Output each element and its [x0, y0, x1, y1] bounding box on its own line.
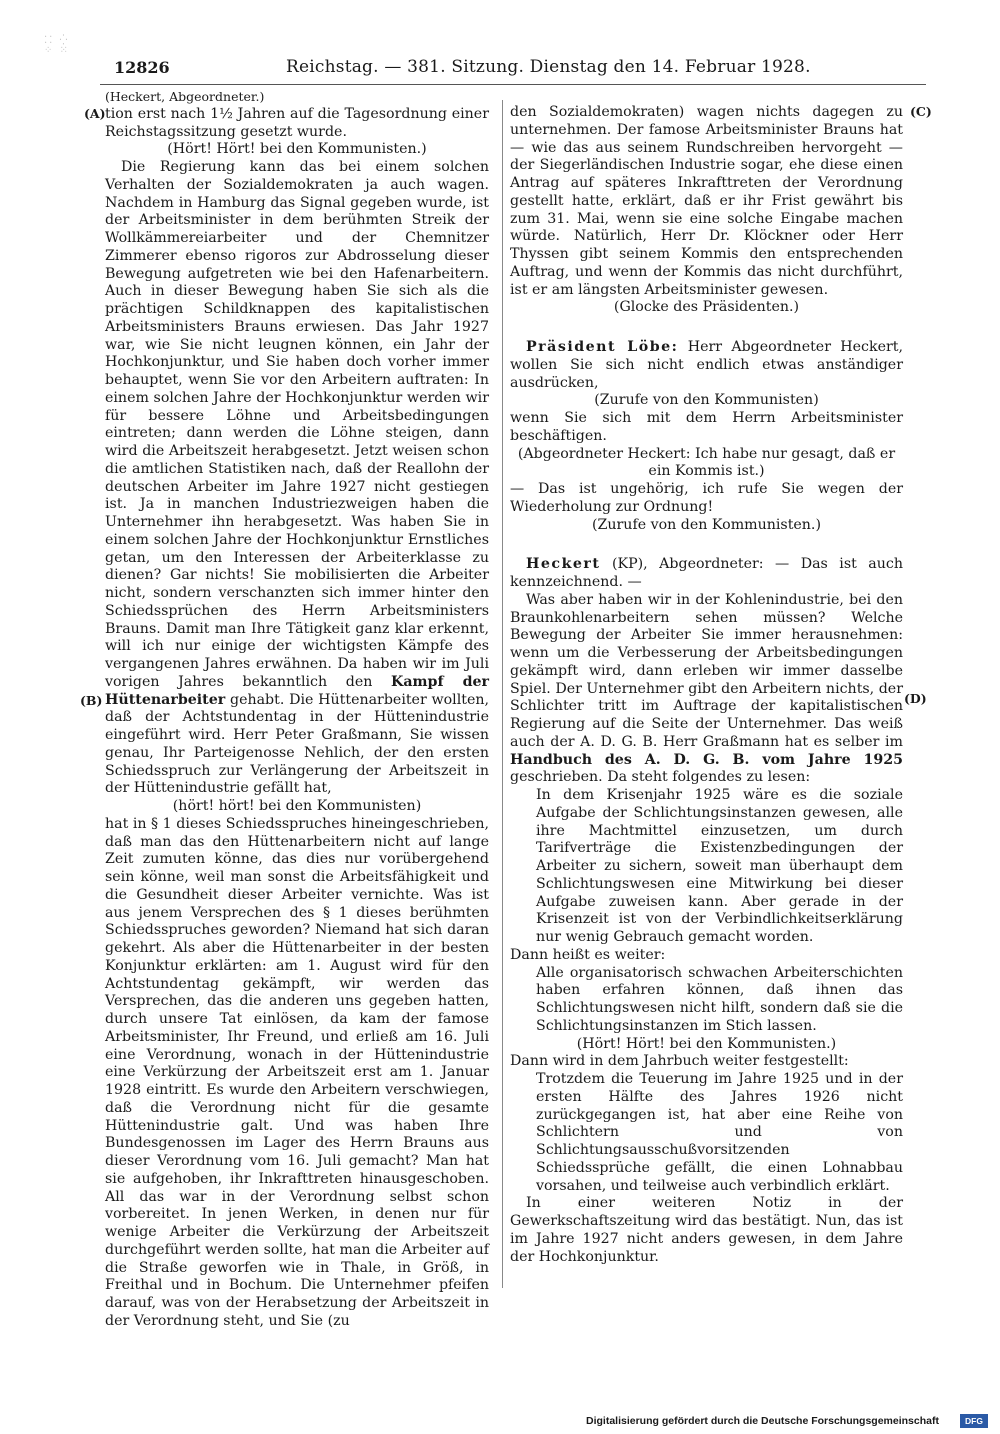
paragraph-text: Was aber haben wir in der Kohlenindustrie, bei den Braunkohlenarbeitern sehen müssen? Welche Bewegung der Arbeiter Sie immer herausnehmen: wenn um die Verbesserung der Arbeitsbedingungen gekämpft wird, dann erleben wir immer dasselbe Spiel. Der Unternehmer gibt den Arbeitern nichts, der Schlichter tritt im Auftrage der kapitalistischen Regierung auf die Seite der Unternehmer. Das weiß auch der A. D. G. B. Herr Graßmann hat es selber im — [510, 591, 903, 750]
block-quote: In dem Krisenjahr 1925 wäre es die soziale Aufgabe der Schlichtungsinstanzen gewesen, alle ihre Machtmittel einzusetzen, um durch Tarifverträge die Existenzbedingungen der Arbeiter zu sichern, soweit man überhaupt dem Schlichtungswesen eine Mitwirkung bei dieser Aufgabe zuweisen kann. Aber gerade in der Krisenzeit ist von der Verbindlichkeitserklärung nur wenig Gebrauch gemacht worden. — [536, 787, 903, 945]
page-number: 12826 — [114, 58, 170, 77]
footer-credit: Digitalisierung gefördert durch die Deutsche Forschungsgemeinschaft — [586, 1415, 939, 1427]
paragraph-text: gehabt. Die Hüttenarbeiter wollten, daß der Achtstundentag in der Hüttenindustrie eingeführt wird. Herr Peter Graßmann, Sie wissen genau, Ihr Parteigenosse Nehlich, der den ersten Schiedsspruch zur Verlängerung der Arbeitszeit in der Hüttenindustrie gefällt hat, — [105, 691, 489, 797]
page-header — [100, 56, 926, 86]
paragraph — [510, 339, 903, 392]
margin-letter-d: (D) — [904, 691, 927, 706]
interjection: (Hört! Hört! bei den Kommunisten.) — [167, 141, 427, 158]
spacer — [510, 534, 903, 556]
paragraph-text: (KP), Abgeordneter: — Das ist auch kennzeichnend. — — [510, 556, 903, 590]
footer — [576, 1414, 996, 1430]
scan-corner-mark: ⁚⁚ ⁛ ⁘ ⁙ — [44, 35, 70, 56]
block-quote: Trotzdem die Teuerung im Jahre 1925 und in der ersten Hälfte des Jahres 1926 nicht zurückgegangen ist, hat aber eine Reihe von Schlichtern und von Schlichtungsausschußvorsitzenden Schiedssprüche gefällt, die einen Lohnabbau vorsahen, und teilweise auch verbindlich erklärt. — [536, 1071, 903, 1194]
left-column — [105, 88, 489, 1331]
column-divider — [502, 100, 503, 1288]
paragraph: — Das ist ungehörig, ich rufe Sie wegen der Wiederholung zur Ordnung! — [510, 481, 903, 515]
paragraph — [105, 159, 489, 798]
margin-letter-b: (B) — [80, 693, 103, 708]
paragraph: Dann heißt es weiter: — [510, 946, 666, 963]
paragraph — [510, 592, 903, 787]
interjection: (Glocke des Präsidenten.) — [613, 299, 800, 316]
speaker-name: Präsident Löbe: — [526, 339, 679, 355]
paragraph: den Sozialdemokraten) wagen nichts dagegen zu unternehmen. Der famose Arbeitsminister Brauns hat — wie das aus seinem Rundschreiben hervorgeht — der Siegerländischen Industrie sogar, ehe diese einen Antrag auf späteres Inkrafttreten der Verordnung gestellt hatte, erklärt, daß er ihr Frist gewährt bis zum 31. Mai, wenn sie eine solche Eingabe machen würde. Natürlich, Herr Dr. Klöckner oder Herr Thyssen gibt seinem Kommis den entsprechenden Auftrag, und wenn der Kommis das nicht durchführt, ist er am längsten Arbeitsminister gewesen. — [510, 104, 903, 298]
interjection: (Zurufe von den Kommunisten.) — [592, 516, 821, 533]
dfg-logo-icon: DFG — [960, 1414, 988, 1428]
paragraph: In einer weiteren Notiz in der Gewerkschaftszeitung wird das bestätigt. Nun, das ist im Jahre 1927 nicht anders gewesen, in dem Jahre der Hochkonjunktur. — [510, 1195, 903, 1265]
margin-letter-a: (A) — [84, 106, 106, 121]
emphasis-text: Handbuch des A. D. G. B. vom Jahre 1925 — [510, 751, 903, 768]
paragraph-text: Herr Abgeordneter Heckert, wollen Sie sich nicht endlich etwas anständiger ausdrücken, — [510, 339, 903, 391]
paragraph-text: Die Regierung kann das bei einem solchen Verhalten der Sozialdemokraten ja auch wagen. Nachdem in Hamburg das Signal gegeben wurde, ist der Arbeitsminister in dem berühmten Streik der Wollkämmereiarbeiter und der Chemnitzer Zimmerer ebenso rigoros zur Abdrosselung dieser Bewegung aufgetreten wie bei den Hafenarbeitern. Auch in dieser Bewegung haben Sie sich als die prächtigen Schildknappen des kapitalistischen Arbeitsministers Brauns erwiesen. Das Jahr 1927 war, wie Sie nicht leugnen können, ein Jahr der Hochkonjunktur, und Sie haben doch vorher immer behauptet, wenn Sie vor den Arbeitern auftraten: In einem solchen Jahre der Hochkonjunktur werden wir für bessere Löhne und Arbeitsbedingungen eintreten; dann werden die Löhne steigen, dann wird die Arbeitszeit herabgesetzt. Jetzt weisen schon die amtlichen Statistiken nach, daß der Reallohn der deutschen Arbeiter im Jahre 1927 nicht gestiegen ist. Ja in manchen Industriezweigen haben die Unternehmer ihn herabgesetzt. Was haben Sie in einem solchen Jahre der Hochkonjunktur Ernstliches getan, um den Interessen der Arbeiterklasse zu dienen? Gar nichts! Sie mobilisierten die Arbeiter nicht, sondern verschanzten sich immer hinter den Schiedssprüchen des Herrn Arbeitsministers Brauns. Damit man Ihre Tätigkeit ganz klar erkennt, will ich nur einige der wichtigsten Kämpfe des vergangenen Jahres erwähnen. Da haben wir im Juli vorigen Jahres bekanntlich den — [105, 159, 489, 690]
block-quote: Alle organisatorisch schwachen Arbeiterschichten haben erfahren können, daß ihnen das Schlichtungswesen nicht hilft, sondern daß sie die Schlichtungsinstanzen im Stich lassen. — [536, 964, 903, 1034]
spacer — [510, 317, 903, 339]
margin-letter-c: (C) — [910, 104, 932, 119]
speaker-note: (Heckert, Abgeordneter.) — [105, 89, 265, 104]
speaker-name: Heckert — [526, 556, 601, 573]
paragraph: tion erst nach 1½ Jahren auf die Tagesordnung einer Reichstagssitzung gesetzt wurde. — [105, 105, 489, 140]
emphasis-text: Kampf der Hüttenarbeiter — [105, 673, 490, 708]
header-rule — [100, 84, 926, 85]
right-column — [510, 104, 903, 1266]
paragraph: hat in § 1 dieses Schiedsspruches hineingeschrieben, daß man das den Hüttenarbeitern nicht auf lange Zeit zumuten könne, das dies nur vorübergehend sein könne, weil man sonst die Arbeitsfähigkeit und die Gesundheit dieser Arbeiter vernichte. Was ist aus jenem Versprechen des § 1 dieses berühmten Schiedsspruches geworden? Niemand hat sich daran gekehrt. Als aber die Hüttenarbeiter in der besten Konjunktur erklärten: am 1. August wird für den Achtstundentag gekämpft, wir werden das Versprechen, das die anderen uns gegeben hatten, durch unsere Tat einlösen, da kam der famose Arbeitsminister, Ihr Freund, und erließ am 16. Juli eine Verordnung, wonach in der Hüttenindustrie eine Verkürzung der Arbeitszeit erst am 1. Januar 1928 eintritt. Es wurde den Arbeitern verschwiegen, daß die Verordnung nicht für die gesamte Hüttenindustrie galt. Und was haben Ihre Bundesgenossen im Lager des Herrn Brauns aus dieser Verordnung vom 16. Juli gemacht? Man hat sie aufgehoben, ihr Inkrafttreten hinausgeschoben. All das war in der Verordnung selbst schon vorbereitet. In jenen Werken, in denen nur für wenige Arbeiter die Verkürzung der Arbeitszeit durchgeführt werden sollte, hat man die Arbeiter auf die Straße geworfen wie in Thale, in Größ, in Freithal und in Bochum. Die Unternehmer pfeifen darauf, was von der Herabsetzung der Arbeitszeit in der Verordnung steht, und Sie (zu — [105, 815, 489, 1329]
interjection: (hört! hört! bei den Kommunisten) — [172, 798, 422, 814]
interjection: (Zurufe von den Kommunisten) — [594, 392, 819, 409]
interjection: (Hört! Hört! bei den Kommunisten.) — [576, 1035, 837, 1052]
paragraph: wenn Sie sich mit dem Herrn Arbeitsminister beschäftigen. — [510, 410, 903, 444]
paragraph: Dann wird in dem Jahrbuch weiter festgestellt: — [510, 1053, 849, 1070]
paragraph — [510, 556, 903, 592]
interjection: (Abgeordneter Heckert: Ich habe nur gesagt, daß er ein Kommis ist.) — [517, 445, 896, 480]
paragraph-text: geschrieben. Da steht folgendes zu lesen: — [510, 769, 811, 786]
running-title: Reichstag. — 381. Sitzung. Dienstag den 14. Februar 1928. — [286, 57, 811, 77]
